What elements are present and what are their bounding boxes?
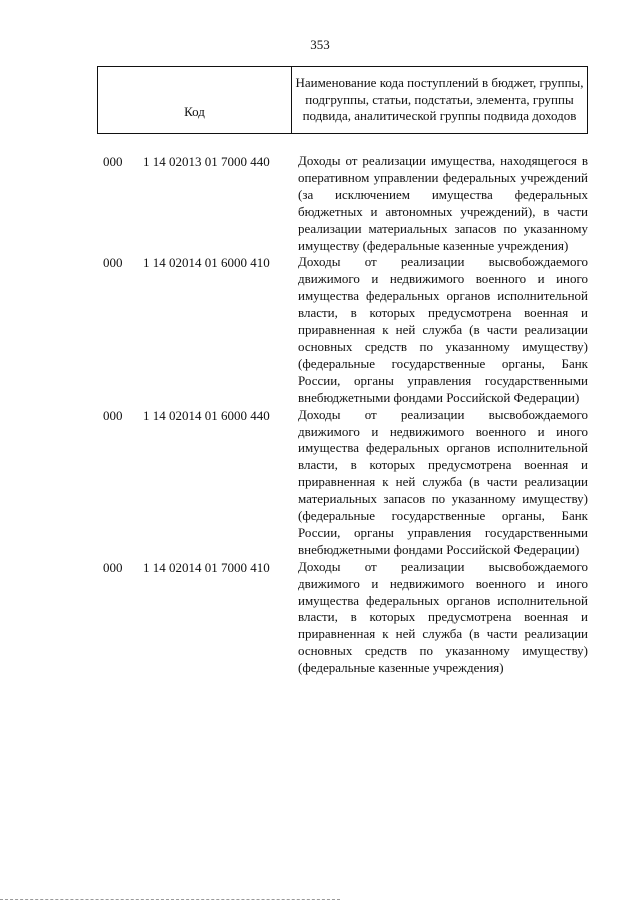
row-code: 1 14 02014 01 6000 410 [143, 255, 270, 271]
list-item [0, 407, 640, 559]
row-prefix: 000 [103, 154, 123, 169]
list-item [0, 153, 640, 254]
header-code-cell [98, 67, 292, 134]
row-code: 1 14 02014 01 6000 440 [143, 407, 270, 423]
revenue-code-list [0, 153, 640, 677]
row-description: Доходы от реализации высвобождаемого движимого и недвижимого военного и иного имущества федеральных органов исполнительной власти, в которых предусмотрена военная и приравненная к ней служба (в части реализации основных средств по указанному имуществу) (федеральные казенные учреждения) [298, 558, 588, 676]
row-description: Доходы от реализации имущества, находящегося в оперативном управлении федеральных учреждений (за исключением имущества федеральных бюджетных и автономных учреждений), в части реализации материальных запасов по указанному имуществу (федеральные казенные учреждения) [298, 153, 588, 253]
table-header [97, 66, 588, 134]
row-prefix: 000 [103, 255, 123, 271]
row-code: 1 14 02014 01 7000 410 [143, 559, 270, 575]
header-name-label: Наименование кода поступлений в бюджет, группы, подгруппы, статьи, подстатьи, элемента, группы подвида, аналитической группы подвида доходов [292, 67, 588, 134]
row-prefix: 000 [103, 407, 123, 423]
bottom-divider [0, 899, 340, 900]
header-code-label: Код [184, 104, 205, 119]
row-prefix: 000 [103, 559, 123, 575]
list-item [0, 559, 640, 677]
row-description: Доходы от реализации высвобождаемого движимого и недвижимого военного и иного имущества федеральных органов исполнительной власти, в которых предусмотрена военная и приравненная к ней служба (в части реализации основных средств по указанному имуществу) (федеральные государственные органы, Банк России, органы управления государственными внебюджетными фондами Российской Федерации) [298, 254, 588, 405]
row-code: 1 14 02013 01 7000 440 [143, 154, 270, 169]
list-item [0, 254, 640, 406]
row-description: Доходы от реализации высвобождаемого движимого и недвижимого военного и иного имущества федеральных органов исполнительной власти, в которых предусмотрена военная и приравненная к ней служба (в части реализации материальных запасов по указанному имуществу) (федеральные государственные органы, Банк России, органы управления государственными внебюджетными фондами Российской Федерации) [298, 406, 588, 557]
page-number: 353 [310, 37, 330, 52]
